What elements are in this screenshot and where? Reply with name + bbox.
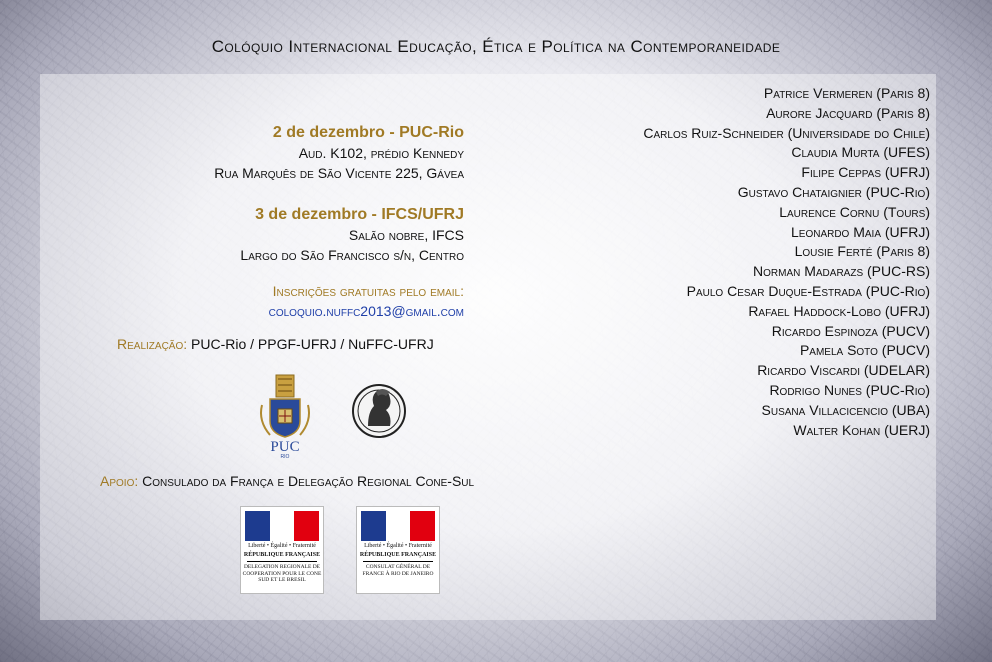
speaker-item: Ricardo Viscardi (UDELAR) <box>757 362 930 379</box>
event-2-address: Largo do São Francisco s/n, Centro <box>240 247 464 263</box>
apoio-label: Apoio: <box>100 473 139 489</box>
event-1 <box>214 123 464 183</box>
apoio-line <box>100 473 474 489</box>
realizacao-value: PUC-Rio / PPGF-UFRJ / NuFFC-UFRJ <box>191 336 434 352</box>
french-flag-icon <box>361 511 435 541</box>
ufrj-minerva-logo <box>350 372 408 450</box>
french-flag-icon <box>245 511 319 541</box>
speaker-item: Rodrigo Nunes (PUC-Rio) <box>769 381 930 398</box>
france2-motto: Liberté • Égalité • Fraternité <box>364 543 432 549</box>
puc-logo-subtext: RIO <box>280 454 290 459</box>
speaker-item: Claudia Murta (UFES) <box>791 144 930 161</box>
event-2 <box>240 205 464 265</box>
event-1-address: Rua Marquês de São Vicente 225, Gávea <box>214 165 464 181</box>
event-1-venue: Aud. K102, prédio Kennedy <box>298 145 464 161</box>
event-1-date: 2 de dezembro - PUC-Rio <box>272 124 464 141</box>
speaker-item: Ricardo Espinoza (PUCV) <box>771 322 930 339</box>
speaker-item: Lousie Ferté (Paris 8) <box>794 243 930 260</box>
realizacao-line <box>117 336 434 352</box>
speaker-item: Leonardo Maia (UFRJ) <box>790 223 930 240</box>
speaker-item: Gustavo Chataignier (PUC-Rio) <box>737 183 930 200</box>
speaker-item: Susana Villacicencio (UBA) <box>761 401 930 418</box>
apoio-value: Consulado da França e Delegação Regional Cone-Sul <box>142 473 475 489</box>
realizacao-label: Realização: <box>117 336 188 352</box>
france1-caption: DELEGATION REGIONALE DE COOPERATION POUR LE CONE SUD ET LE BRESIL <box>242 564 322 583</box>
speaker-item: Filipe Ceppas (UFRJ) <box>801 164 930 181</box>
speaker-item: Rafael Haddock-Lobo (UFRJ) <box>748 302 930 319</box>
speaker-item: Paulo Cesar Duque-Estrada (PUC-Rio) <box>686 282 930 299</box>
page-title: Colóquio Internacional Educação, Ética e Política na Contemporaneidade <box>211 37 781 56</box>
france2-republic: RÉPUBLIQUE FRANÇAISE <box>359 552 437 558</box>
puc-rio-logo <box>256 369 314 459</box>
registration-email[interactable]: coloquio.nuffc2013@gmail.com <box>268 303 464 319</box>
france-consulate-logo <box>356 506 440 594</box>
speaker-item: Carlos Ruiz-Schneider (Universidade do Chile) <box>643 124 930 141</box>
speaker-list <box>643 84 930 440</box>
france-cooperation-logo <box>240 506 324 594</box>
france1-republic: RÉPUBLIQUE FRANÇAISE <box>243 552 321 558</box>
france2-caption: CONSULAT GÉNÉRAL DE FRANCE À RIO DE JANEIRO <box>362 564 434 577</box>
speaker-item: Walter Kohan (UERJ) <box>793 421 930 438</box>
speaker-item: Patrice Vermeren (Paris 8) <box>763 85 930 101</box>
speaker-item: Aurore Jacquard (Paris 8) <box>766 104 930 121</box>
event-2-venue: Salão nobre, IFCS <box>348 227 464 243</box>
puc-logo-text: PUC <box>270 439 300 455</box>
registration-label: Inscrições gratuitas pelo email: <box>272 283 464 299</box>
speaker-item: Pamela Soto (PUCV) <box>799 342 930 359</box>
france1-motto: Liberté • Égalité • Fraternité <box>248 543 316 549</box>
speaker-item: Laurence Cornu (Tours) <box>779 203 930 220</box>
event-2-date: 3 de dezembro - IFCS/UFRJ <box>255 206 464 223</box>
registration <box>269 281 464 321</box>
speaker-item: Norman Madarazs (PUC-RS) <box>753 263 930 280</box>
